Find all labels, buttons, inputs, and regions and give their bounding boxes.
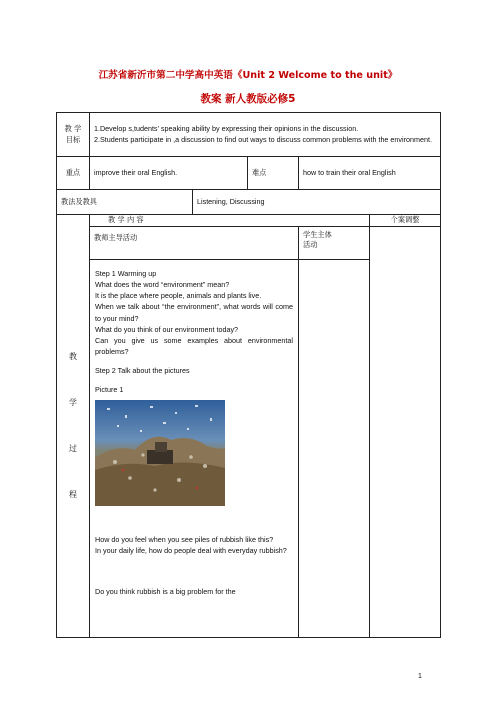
focus-label: 重点 [57, 157, 90, 190]
question-line-3: Do you think rubbish is a big problem for the [95, 586, 236, 596]
teacher-header: 教师主导活动 [90, 227, 299, 260]
picture-label: Picture 1 [95, 385, 124, 395]
step1-line-3: When we talk about “the environment”, what words will come to your mind? [95, 302, 293, 323]
focus-value: improve their oral English. [90, 157, 248, 190]
step1-line-1: What does the word “environment” mean? [95, 280, 230, 290]
methods-value: Listening, Discussing [193, 190, 441, 215]
step1-title: Step 1 Warming up [95, 269, 157, 278]
methods-label: 教法及教具 [57, 190, 193, 215]
difficulty-value: how to train their oral English [299, 157, 441, 190]
step1-line-5: Can you give us some examples about environmental problems? [95, 335, 293, 357]
rubbish-pile-photo [95, 400, 225, 506]
objectives-cell [90, 113, 441, 157]
process-char-4: 程 [69, 490, 77, 500]
student-header-line1: 学生主体 [303, 230, 332, 239]
lesson-plan-table [56, 112, 441, 638]
objective-1: 1.Develop s,tudents’ speaking ability by expressing their opinions in the discussion. [94, 124, 359, 134]
student-header-line2: 活动 [303, 239, 318, 249]
objectives-label: 教 学 目标 [57, 113, 90, 157]
student-activities [299, 260, 370, 638]
step1-line-4: What do you think of our environment today? [95, 324, 239, 334]
process-char-2: 学 [69, 398, 77, 408]
question-line-1: How do you feel when you see piles of rubbish like this? [95, 534, 274, 544]
adjust-header: 个案调整 [370, 215, 441, 227]
process-char-3: 过 [69, 444, 77, 454]
objective-2: 2.Students participate in ,a discussion to find out ways to discuss common problems with the environment. [94, 134, 432, 144]
page-number: 1 [418, 673, 422, 680]
step1-line-2: It is the place where people, animals and plants live. [95, 291, 262, 301]
student-header [299, 227, 370, 260]
difficulty-label: 难点 [248, 157, 299, 190]
content-header: 教 学 内 容 [90, 215, 370, 227]
step2-title: Step 2 Talk about the pictures [95, 366, 190, 376]
process-char-1: 教 [69, 352, 77, 361]
teacher-activities [90, 260, 299, 638]
question-line-2: In your daily life, how do people deal with everyday rubbish? [95, 545, 287, 555]
process-label [57, 215, 90, 638]
adjust-column [370, 227, 441, 638]
document-title: 江苏省新沂市第二中学高中英语《Unit 2 Welcome to the unit》 [98, 70, 398, 81]
document-subtitle: 教案 新人教版必修5 [200, 93, 296, 105]
